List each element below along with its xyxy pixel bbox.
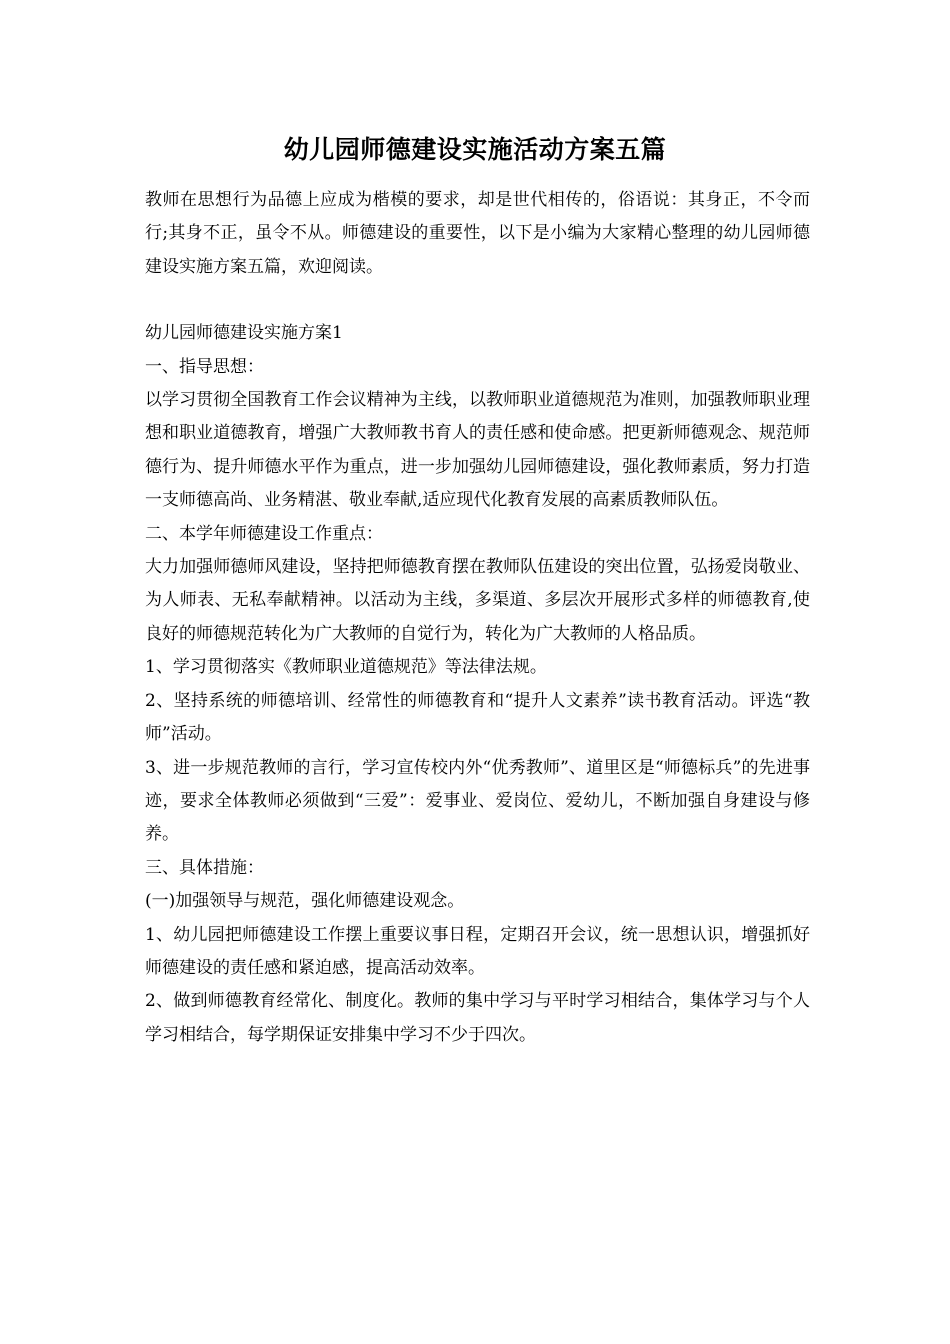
document-body [145, 184, 810, 1052]
list-item-2: 2、坚持系统的师德培训、经常性的师德教育和“提升人文素养”读书教育活动。评选“教师”活动。 [145, 690, 810, 745]
subheading-leadership: (一)加强领导与规范，强化师德建设观念。 [145, 891, 465, 912]
measure-item-2: 2、做到师德教育经常化、制度化。教师的集中学习与平时学习相结合，集体学习与个人学习相结合，每学期保证安排集中学习不少于四次。 [145, 991, 810, 1045]
document-title: 幼儿园师德建设实施活动方案五篇 [283, 135, 667, 164]
paragraph-spacer [145, 284, 810, 317]
list-item-1: 1、学习贯彻落实《教师职业道德规范》等法律法规。 [145, 657, 547, 678]
measure-item-1: 1、幼儿园把师德建设工作摆上重要议事日程，定期召开会议，统一思想认识，增强抓好师德建设的责任感和紧迫感，提高活动效率。 [145, 924, 810, 978]
intro-paragraph: 教师在思想行为品德上应成为楷模的要求，却是世代相传的，俗语说：其身正，不令而行;其身不正，虽令不从。师德建设的重要性，以下是小编为大家精心整理的幼儿园师德建设实施方案五篇，欢迎阅读。 [145, 190, 810, 277]
paragraph-work-focus: 大力加强师德师风建设，坚持把师德教育摆在教师队伍建设的突出位置，弘扬爱岗敬业、为人师表、无私奉献精神。以活动为主线，多渠道、多层次开展形式多样的师德教育,使良好的师德规范转化为广大教师的自觉行为，转化为广大教师的人格品质。 [145, 557, 810, 644]
heading-specific-measures: 三、具体措施： [145, 857, 264, 878]
paragraph-guiding-ideology: 以学习贯彻全国教育工作会议精神为主线，以教师职业道德规范为准则，加强教师职业理想和职业道德教育，增强广大教师教书育人的责任感和使命感。把更新师德观念、规范师德行为、提升师德水平作为重点，进一步加强幼儿园师德建设，强化教师素质，努力打造一支师德高尚、业务精湛、敬业奉献,适应现代化教育发展的高素质教师队伍。 [145, 390, 810, 511]
heading-work-focus: 二、本学年师德建设工作重点： [145, 523, 383, 544]
list-item-3: 3、进一步规范教师的言行，学习宣传校内外“优秀教师”、道里区是“师德标兵”的先进事迹，要求全体教师必须做到“三爱”：爱事业、爱岗位、爱幼儿，不断加强自身建设与修养。 [145, 757, 810, 845]
section-heading-plan-1: 幼儿园师德建设实施方案1 [145, 323, 343, 344]
heading-guiding-ideology: 一、指导思想： [145, 356, 264, 377]
